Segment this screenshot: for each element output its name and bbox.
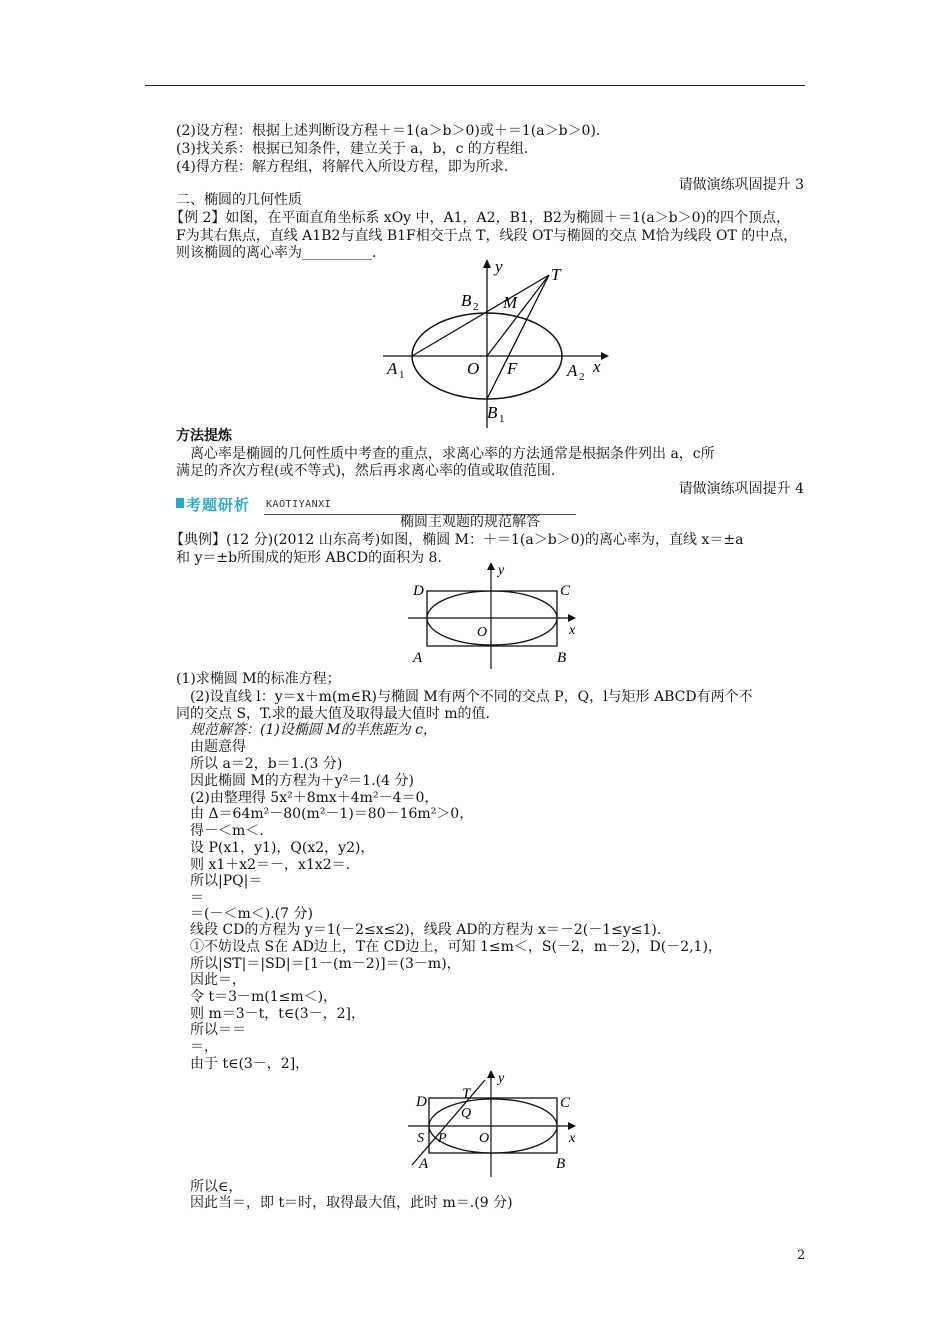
fig2-d-label: D bbox=[413, 583, 424, 599]
fig3-y-label: y bbox=[498, 1071, 505, 1086]
step-2-line: (2)设方程：根据上述判断设方程＋＝1(a＞b＞0)或＋＝1(a＞b＞0). bbox=[176, 123, 601, 139]
fig3-p-label: P bbox=[438, 1131, 447, 1146]
practice-link-4: 请做演练巩固提升 4 bbox=[678, 481, 804, 497]
question-2-line-2: 同的交点 S，T.求的最大值及取得最大值时 m的值. bbox=[176, 706, 490, 722]
solution-line-11: ＝ bbox=[190, 890, 204, 906]
solution-line-15: 所以|ST|＝|SD|＝[1－(m－2)]＝(3－m)， bbox=[190, 956, 461, 972]
fig3-b-label: B bbox=[556, 1156, 566, 1172]
method-line-1: 离心率是椭圆的几何性质中考查的重点，求离心率的方法通常是根据条件列出 a，c所 bbox=[190, 446, 715, 462]
fig3-d-label: D bbox=[416, 1094, 427, 1110]
banner-title: 考题研析 bbox=[186, 496, 251, 514]
solution-line-6: 由 Δ＝64m²－80(m²－1)＝80－16m²＞0， bbox=[190, 806, 474, 822]
step-3-line: (3)找关系：根据已知条件，建立关于 a，b，c 的方程组. bbox=[176, 141, 529, 157]
example-2-line-1: 【例 2】如图，在平面直角坐标系 xOy 中，A1，A2，B1，B2为椭圆＋＝1(a＞b＞0)的四个顶点， bbox=[170, 210, 791, 226]
fig1-b2-sub: 2 bbox=[473, 301, 479, 313]
fig1-t-label: T bbox=[551, 265, 561, 284]
ellipse-rectangle-figure bbox=[405, 562, 585, 670]
final-line-2: 因此当＝，即 t＝时，取得最大值，此时 m＝.(9 分) bbox=[190, 1195, 513, 1211]
fig3-q-label: Q bbox=[461, 1106, 472, 1121]
fig2-b-label: B bbox=[557, 650, 567, 666]
solution-line-20: ＝， bbox=[190, 1039, 218, 1055]
solution-line-3: 所以 a＝2，b＝1.(3 分) bbox=[190, 756, 343, 772]
fig3-o-label: O bbox=[479, 1131, 490, 1146]
solution-line-1: 规范解答：(1)设椭圆 M的半焦距为 c， bbox=[190, 722, 437, 738]
solution-line-13: 线段 CD的方程为 y＝1(－2≤x≤2)，线段 AD的方程为 x＝－2(－1≤y≤1). bbox=[190, 922, 662, 938]
fig1-x-label: x bbox=[593, 357, 601, 376]
example-2-line-3: 则该椭圆的离心率为__________. bbox=[176, 245, 377, 261]
solution-line-9: 则 x1＋x2＝－，x1x2＝. bbox=[190, 857, 351, 873]
fig1-f-label: F bbox=[507, 359, 518, 378]
fig1-o-label: O bbox=[467, 359, 480, 378]
section-banner bbox=[176, 494, 401, 516]
topic-title: 椭圆主观题的规范解答 bbox=[400, 514, 540, 530]
step-4-line: (4)得方程：解方程组，将解代入所设方程，即为所求. bbox=[176, 159, 509, 175]
method-title: 方法提炼 bbox=[176, 428, 232, 444]
banner-arrow-icon bbox=[176, 498, 184, 508]
solution-line-19: 所以＝＝ bbox=[190, 1022, 246, 1038]
practice-link-3: 请做演练巩固提升 3 bbox=[678, 177, 804, 193]
fig2-x-label: x bbox=[569, 623, 576, 638]
fig1-m-label: M bbox=[503, 293, 518, 312]
solution-line-7: 得－＜m＜. bbox=[190, 823, 264, 839]
fig1-b1-label: B bbox=[487, 403, 498, 422]
question-1: (1)求椭圆 M的标准方程； bbox=[176, 671, 341, 687]
fig1-a1-sub: 1 bbox=[399, 369, 405, 381]
section-2-title: 二、椭圆的几何性质 bbox=[176, 192, 302, 208]
fig3-a-label: A bbox=[419, 1156, 429, 1172]
fig1-a2-sub: 2 bbox=[579, 371, 585, 383]
fig3-c-label: C bbox=[560, 1095, 571, 1111]
fig1-y-label: y bbox=[495, 257, 503, 276]
ellipse-line-figure bbox=[405, 1070, 585, 1178]
banner-subtitle: KAOTIYANXI bbox=[266, 499, 332, 510]
fig2-o-label: O bbox=[477, 625, 488, 640]
fig1-b1-sub: 1 bbox=[499, 413, 505, 425]
dianli-line-1: 【典例】(12 分)(2012 山东高考)如图，椭圆 M：＋＝1(a＞b＞0)的离心率为，直线 x＝±a bbox=[170, 532, 744, 548]
solution-line-17: 令 t＝3－m(1≤m＜)， bbox=[190, 989, 338, 1005]
solution-line-14: ①不妨设点 S在 AD边上，T在 CD边上，可知 1≤m＜，S(－2，m－2)，D(－2,1)， bbox=[190, 939, 722, 955]
fig3-x-label: x bbox=[569, 1131, 576, 1146]
fig3-t-label: T bbox=[462, 1086, 471, 1102]
question-2-line-1: (2)设直线 l：y＝x＋m(m∈R)与椭圆 M有两个不同的交点 P，Q，l与矩形 ABCD有两个不 bbox=[190, 689, 753, 705]
solution-line-21: 由于 t∈(3－，2]， bbox=[190, 1056, 310, 1072]
fig1-a2-label: A bbox=[567, 361, 578, 380]
final-line-1: 所以∈， bbox=[190, 1179, 243, 1195]
method-line-2: 满足的齐次方程(或不等式)，然后再求离心率的值或取值范围. bbox=[176, 463, 556, 479]
solution-line-5: (2)由整理得 5x²＋8mx＋4m²－4＝0， bbox=[190, 790, 439, 806]
fig3-s-label: S bbox=[417, 1131, 424, 1146]
solution-line-2: 由题意得 bbox=[190, 739, 246, 755]
fig2-c-label: C bbox=[560, 583, 571, 599]
solution-line-10: 所以|PQ|＝ bbox=[190, 873, 263, 889]
solution-line-4: 因此椭圆 M的方程为＋y²＝1.(4 分) bbox=[190, 773, 414, 789]
fig2-y-label: y bbox=[498, 563, 505, 578]
dianli-line-2: 和 y＝±b所围成的矩形 ABCD的面积为 8. bbox=[176, 550, 442, 566]
solution-line-18: 则 m＝3－t，t∈(3－，2]， bbox=[190, 1006, 365, 1022]
solution-line-16: 因此＝， bbox=[190, 972, 246, 988]
solution-line-12: ＝(－＜m＜).(7 分) bbox=[190, 906, 313, 922]
fig1-a1-label: A bbox=[387, 359, 398, 378]
example-2-line-2: F为其右焦点，直线 A1B2与直线 B1F相交于点 T，线段 OT与椭圆的交点 M恰为线段 OT 的中点， bbox=[176, 228, 798, 244]
header-rule bbox=[145, 85, 805, 86]
page-number: 2 bbox=[797, 1248, 806, 1263]
fig2-a-label: A bbox=[413, 650, 423, 666]
fig1-b2-label: B bbox=[461, 291, 472, 310]
ellipse-vertices-figure bbox=[375, 256, 615, 436]
solution-line-8: 设 P(x1，y1)，Q(x2，y2)， bbox=[190, 840, 375, 856]
